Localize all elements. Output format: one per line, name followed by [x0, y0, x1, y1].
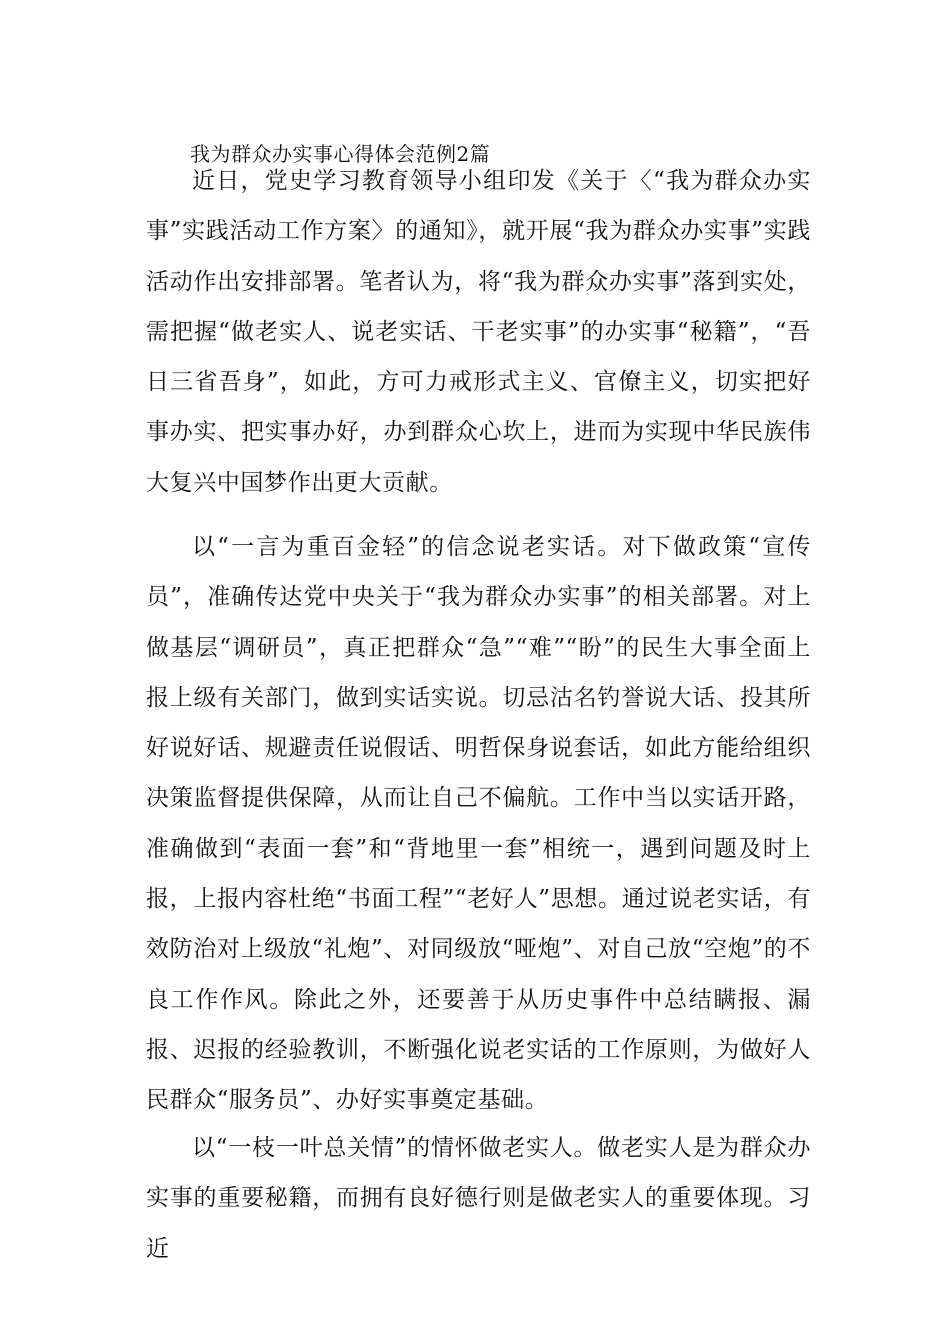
paragraph-3: 以“一枝一叶总关情”的情怀做老实人。做老实人是为群众办实事的重要秘籍，而拥有良好德行则是做老实人的重要体现。习近 [146, 1135, 811, 1262]
paragraph-2: 以“一言为重百金轻”的信念说老实话。对下做政策“宣传员”，准确传达党中央关于“我为群众办实事”的相关部署。对上做基层“调研员”，真正把群众“急”“难”“盼”的民生大事全面上报上级有关部门，做到实话实说。切忌沽名钓誉说大话、投其所好说好话、规避责任说假话、明哲保身说套话，如此方能给组织决策监督提供保障，从而让自己不偏航。工作中当以实话开路，准确做到“表面一套”和“背地里一套”相统一，遇到问题及时上报，上报内容杜绝“书面工程”“老好人”思想。通过说老实话，有效防治对上级放“礼炮”、对同级放“哑炮”、对自己放“空炮”的不良工作作风。除此之外，还要善于从历史事件中总结瞒报、漏报、迟报的经验教训，不断强化说老实话的工作原则，为做好人民群众“服务员”、办好实事奠定基础。 [146, 534, 811, 1114]
document-title: 我为群众办实事心得体会范例2篇 [190, 142, 491, 166]
paragraph-1: 近日，党史学习教育领导小组印发《关于〈“我为群众办实事”实践活动工作方案〉的通知》，就开展“我为群众办实事”实践活动作出安排部署。笔者认为，将“我为群众办实事”落到实处，需把握“做老实人、说老实话、干老实事”的办实事“秘籍”，“吾日三省吾身”，如此，方可力戒形式主义、官僚主义，切实把好事办实、把实事办好，办到群众心坎上，进而为实现中华民族伟大复兴中国梦作出更大贡献。 [146, 168, 811, 496]
